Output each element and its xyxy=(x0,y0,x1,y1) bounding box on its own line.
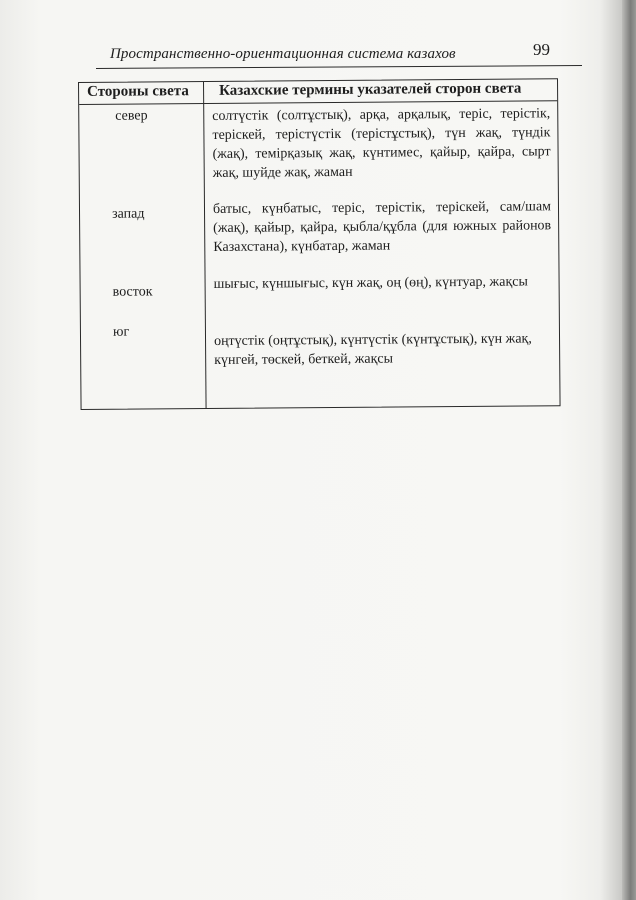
page-binding-edge xyxy=(622,0,636,900)
running-title: Пространственно-ориентационная система казахов xyxy=(110,46,456,62)
direction-east: восток xyxy=(112,284,153,300)
terms-east: шығыс, күншығыс, күн жақ, оң (өң), күнтуар, жақсы xyxy=(213,274,528,292)
page-header xyxy=(70,40,556,70)
terms-west: батыс, күнбатыс, теріс, терістік, теріскей, сам/шам (жақ), қайыр, қайра, қыбла/құбла (для южных районов Казахстана), күнбатар, жаман xyxy=(212,199,552,255)
column-header-directions: Стороны света xyxy=(87,83,189,100)
column-divider xyxy=(203,82,207,408)
terms-north: солтүстік (солтұстық), арқа, арқалық, теріс, терістік, теріскей, терістүстік (терістұстық), түн жақ, түндік (жақ), темірқазық жақ, күнтимес, қайыр, қайра, сырт жақ, шуйде жақ, жаман xyxy=(212,106,551,181)
header-rule xyxy=(96,65,582,69)
page-number: 99 xyxy=(533,40,550,59)
terms-south-line-1: оңтүстік (оңтұстық), күнтүстік (күнтұстық), күн жақ, xyxy=(213,331,532,349)
direction-south: юг xyxy=(112,324,130,340)
directions-table xyxy=(78,78,561,410)
column-header-terms: Казахские термины указателей сторон света xyxy=(219,80,522,99)
direction-west: запад xyxy=(111,206,145,222)
terms-south-line-2: күнгей, төскей, беткей, жақсы xyxy=(214,351,394,368)
terms-south xyxy=(214,329,552,370)
direction-north: север xyxy=(115,108,148,124)
